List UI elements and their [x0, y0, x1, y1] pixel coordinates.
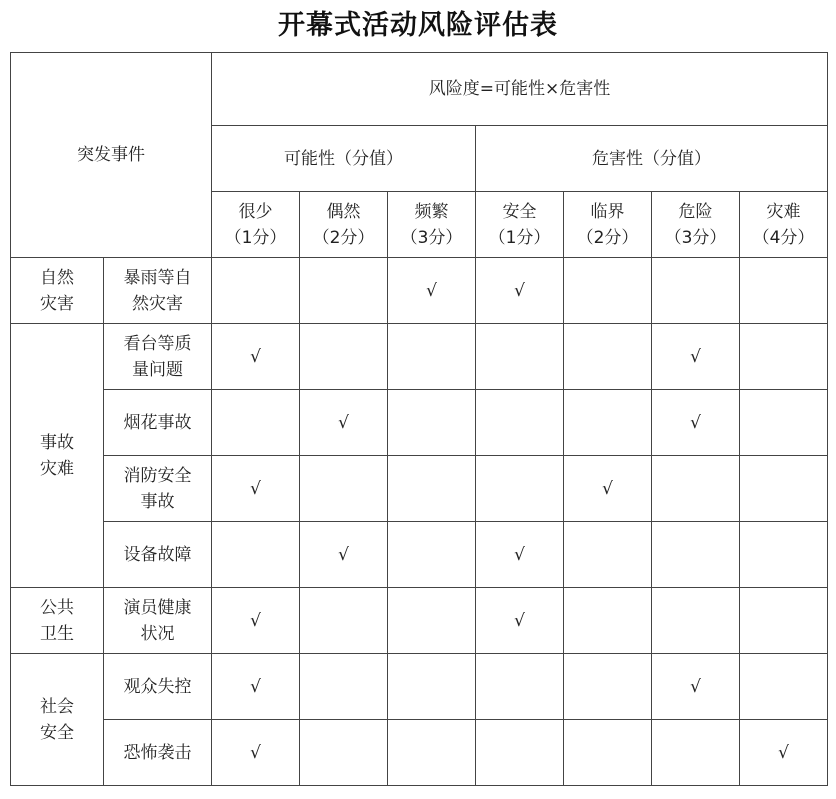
- event-cell: 消防安全 事故: [104, 456, 212, 522]
- score-cell: [652, 522, 740, 588]
- score-cell: [564, 720, 652, 786]
- score-cell: [388, 522, 476, 588]
- category-cell: 事故 灾难: [11, 324, 104, 588]
- score-cell: √: [300, 522, 388, 588]
- event-column-header: 突发事件: [11, 53, 212, 258]
- table-row: [11, 588, 828, 654]
- category-cell: 自然 灾害: [11, 258, 104, 324]
- table-row: [11, 654, 828, 720]
- score-cell: [652, 588, 740, 654]
- score-cell: [740, 522, 828, 588]
- severity-group-header: 危害性（分值）: [476, 126, 828, 192]
- score-cell: [476, 390, 564, 456]
- score-cell: [300, 588, 388, 654]
- score-cell: [388, 654, 476, 720]
- score-cell: [564, 258, 652, 324]
- table-row: [11, 390, 828, 456]
- score-cell: √: [212, 654, 300, 720]
- score-cell: [652, 258, 740, 324]
- score-cell: √: [212, 456, 300, 522]
- score-cell: √: [212, 324, 300, 390]
- score-cell: √: [212, 588, 300, 654]
- score-cell: [652, 456, 740, 522]
- score-cell: [388, 588, 476, 654]
- score-cell: [564, 588, 652, 654]
- risk-assessment-table: [10, 52, 828, 786]
- category-cell: 社会 安全: [11, 654, 104, 786]
- score-cell: [476, 324, 564, 390]
- severity-col-catastrophic: 灾难 （4分）: [740, 192, 828, 258]
- table-row: [11, 720, 828, 786]
- table-row: [11, 258, 828, 324]
- score-cell: [564, 324, 652, 390]
- event-cell: 看台等质 量问题: [104, 324, 212, 390]
- score-cell: [388, 324, 476, 390]
- score-cell: √: [476, 522, 564, 588]
- score-cell: √: [652, 324, 740, 390]
- score-cell: √: [212, 720, 300, 786]
- likelihood-group-header: 可能性（分值）: [212, 126, 476, 192]
- score-cell: [564, 654, 652, 720]
- score-cell: [476, 456, 564, 522]
- score-cell: [476, 720, 564, 786]
- score-cell: √: [652, 654, 740, 720]
- category-cell: 公共 卫生: [11, 588, 104, 654]
- score-cell: [388, 720, 476, 786]
- event-cell: 观众失控: [104, 654, 212, 720]
- event-cell: 演员健康 状况: [104, 588, 212, 654]
- score-cell: [300, 456, 388, 522]
- score-cell: √: [476, 588, 564, 654]
- likelihood-col-frequent: 频繁 （3分）: [388, 192, 476, 258]
- score-cell: √: [652, 390, 740, 456]
- severity-col-safe: 安全 （1分）: [476, 192, 564, 258]
- score-cell: [564, 390, 652, 456]
- table-row: [11, 456, 828, 522]
- score-cell: √: [476, 258, 564, 324]
- table-row: [11, 522, 828, 588]
- score-cell: [212, 390, 300, 456]
- score-cell: [740, 390, 828, 456]
- score-cell: [388, 390, 476, 456]
- score-cell: [740, 324, 828, 390]
- event-cell: 烟花事故: [104, 390, 212, 456]
- score-cell: [652, 720, 740, 786]
- score-cell: √: [388, 258, 476, 324]
- severity-col-dangerous: 危险 （3分）: [652, 192, 740, 258]
- page-title: 开幕式活动风险评估表: [278, 10, 558, 41]
- score-cell: [740, 456, 828, 522]
- score-cell: [476, 654, 564, 720]
- score-cell: √: [740, 720, 828, 786]
- event-cell: 设备故障: [104, 522, 212, 588]
- score-cell: [740, 258, 828, 324]
- score-cell: [300, 258, 388, 324]
- event-cell: 恐怖袭击: [104, 720, 212, 786]
- score-cell: [300, 324, 388, 390]
- score-cell: [300, 654, 388, 720]
- score-cell: [300, 720, 388, 786]
- score-cell: √: [300, 390, 388, 456]
- risk-formula-header: 风险度=可能性×危害性: [212, 53, 828, 126]
- score-cell: √: [564, 456, 652, 522]
- likelihood-col-occasional: 偶然 （2分）: [300, 192, 388, 258]
- likelihood-col-rare: 很少 （1分）: [212, 192, 300, 258]
- score-cell: [388, 456, 476, 522]
- score-cell: [740, 654, 828, 720]
- table-row: [11, 324, 828, 390]
- score-cell: [212, 522, 300, 588]
- score-cell: [740, 588, 828, 654]
- score-cell: [564, 522, 652, 588]
- event-cell: 暴雨等自 然灾害: [104, 258, 212, 324]
- severity-col-critical: 临界 （2分）: [564, 192, 652, 258]
- score-cell: [212, 258, 300, 324]
